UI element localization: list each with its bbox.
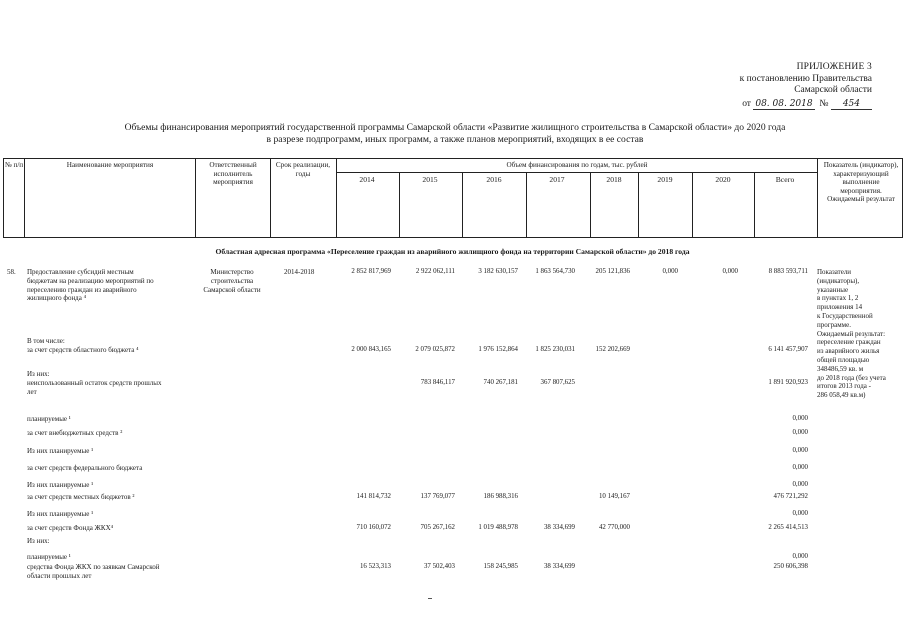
vline [336, 158, 337, 238]
row-label-line: неиспользованный остаток средств прошлых [27, 379, 162, 387]
vline [195, 158, 196, 238]
value-cell: 42 770,000 [598, 524, 630, 531]
indicator-line: к Государственной [817, 311, 873, 320]
row-label [27, 563, 160, 581]
value-cell: 250 606,398 [773, 563, 808, 570]
row-label [27, 493, 134, 502]
row-label [27, 370, 50, 379]
header-volume: Объем финансирования по годам, тыс. рублей [506, 161, 648, 169]
row-label [27, 464, 142, 473]
value-cell: 38 334,699 [543, 563, 575, 570]
row-label-line: за счет средств областного бюджета ⁴ [27, 346, 139, 354]
title-line2: в разрезе подпрограмм, иных программ, а также планов мероприятий, входящих в ее состав [266, 134, 644, 145]
row-label-line: Из них: [27, 537, 50, 545]
value-cell: 2 079 025,872 [415, 346, 455, 353]
value-cell: 1 019 488,978 [478, 524, 518, 531]
indicator-line: программе. [817, 320, 851, 329]
value-cell: 0,000 [792, 553, 808, 560]
value-cell: 1 825 230,031 [535, 346, 575, 353]
indicator-line: 286 058,49 кв.м) [817, 391, 866, 400]
value-cell: 0,000 [662, 268, 678, 275]
row-label-line: лет [27, 387, 37, 396]
indicator-line: приложения 14 [817, 303, 863, 312]
row-label-line: за счет средств федерального бюджета [27, 464, 143, 472]
value-cell: 205 121,836 [595, 268, 630, 275]
header-name: Наименование мероприятия [66, 161, 154, 169]
row-number: 58. [7, 268, 16, 276]
value-cell: 0,000 [792, 464, 808, 471]
indicator-line: итогов 2013 года - [817, 382, 871, 391]
value-cell: 10 149,167 [598, 493, 630, 500]
value-cell: 0,000 [722, 268, 738, 275]
value-cell: 152 202,669 [595, 346, 630, 353]
row-label [27, 553, 71, 562]
value-cell: 710 160,072 [356, 524, 391, 531]
value-cell: 186 988,316 [483, 493, 518, 500]
indicator-line: переселение граждан [817, 338, 881, 347]
row-label-line: Из них планируемые ¹ [27, 447, 94, 455]
row-name [27, 268, 154, 303]
scan-mark [428, 598, 432, 599]
row-label-line: планируемые ¹ [27, 415, 71, 423]
value-cell: 1 891 920,923 [768, 379, 808, 386]
appendix-block [740, 62, 872, 110]
row-label [27, 346, 139, 355]
header-executor: Ответственный исполнитель мероприятия [209, 161, 257, 187]
year-2014: 2014 [359, 175, 375, 184]
value-cell: 783 846,117 [420, 379, 455, 386]
row-executor [199, 268, 265, 294]
row-label [27, 429, 122, 438]
row-name-line: бюджетам на реализацию мероприятий по [27, 276, 154, 285]
value-cell: 2 000 843,165 [351, 346, 391, 353]
row-label [27, 481, 93, 490]
indicator-line: 348486,59 кв. м [817, 364, 864, 373]
value-cell: 16 523,313 [359, 563, 391, 570]
row-label [27, 447, 93, 456]
value-cell: 38 334,699 [543, 524, 575, 531]
year-2018: 2018 [606, 175, 622, 184]
vline [270, 158, 271, 238]
row-label-line: Из них планируемые ¹ [27, 481, 94, 489]
value-cell: 6 141 457,907 [768, 346, 808, 353]
row-label [27, 379, 162, 397]
row-term: 2014-2018 [284, 268, 315, 276]
value-cell: 1 976 152,864 [478, 346, 518, 353]
indicator-line: из аварийного жилья [817, 347, 880, 356]
row-label-line: Из них: [27, 370, 50, 378]
header-top-line [3, 158, 903, 159]
value-cell: 0,000 [792, 481, 808, 488]
vline [462, 172, 463, 238]
value-cell: 37 502,403 [423, 563, 455, 570]
executor-line: Министерство [210, 268, 254, 276]
row-label [27, 537, 50, 546]
row-label-line: за счет средств местных бюджетов ² [27, 493, 135, 501]
value-cell: 141 814,732 [356, 493, 391, 500]
appendix-line3: Самарской области [794, 85, 872, 95]
executor-line: Самарской области [203, 285, 261, 294]
value-cell: 705 267,162 [420, 524, 455, 531]
indicator-line: Ожидаемый результат: [817, 329, 886, 338]
row-label [27, 524, 113, 533]
indicator-line: до 2018 года (без учета [817, 373, 886, 382]
row-label-line: за счет средств Фонда ЖКХ⁴ [27, 524, 114, 532]
row-label-line: В том числе: [27, 337, 65, 345]
row-label-line: средства Фонда ЖКХ по заявкам Самарской [27, 563, 160, 571]
value-cell: 137 769,077 [420, 493, 455, 500]
row-label-line: Из них планируемые ¹ [27, 510, 94, 518]
header-indicator: Показатель (индикатор), характеризующий выполнение мероприятия. Ожидаемый результат [823, 161, 899, 204]
value-cell: 740 267,181 [483, 379, 518, 386]
vline [817, 158, 818, 238]
row-label [27, 510, 93, 519]
year-2020: 2020 [715, 175, 731, 184]
indicator-line: в пунктах 1, 2 [817, 294, 859, 303]
row-label [27, 337, 65, 346]
value-cell: 0,000 [792, 429, 808, 436]
year-2016: 2016 [486, 175, 502, 184]
row-label [27, 415, 71, 424]
appendix-signature-line [740, 99, 872, 111]
value-cell: 8 883 593,711 [768, 268, 808, 275]
year-2015: 2015 [422, 175, 438, 184]
value-cell: 0,000 [792, 447, 808, 454]
value-cell: 158 245,985 [483, 563, 518, 570]
vline [3, 158, 4, 238]
appendix-title: ПРИЛОЖЕНИЕ 3 [796, 62, 872, 72]
row-label-line: области прошлых лет [27, 571, 92, 580]
row-name-line: жилищного фонда ⁴ [27, 294, 87, 303]
value-cell: 2 265 414,513 [768, 524, 808, 531]
vline [24, 158, 25, 238]
value-cell: 476 721,292 [773, 493, 808, 500]
row-name-line: переселению граждан из аварийного [27, 285, 137, 294]
document-title [40, 122, 870, 146]
header-num: № п/п [4, 161, 24, 169]
value-cell: 0,000 [792, 510, 808, 517]
value-cell: 2 852 817,969 [351, 268, 391, 275]
indicator-line: общей площадью [817, 355, 870, 364]
value-cell: 3 182 630,157 [478, 268, 518, 275]
value-cell: 367 807,625 [540, 379, 575, 386]
year-2017: 2017 [549, 175, 565, 184]
number-label: № [819, 98, 829, 109]
row-label-line: за счет внебюджетных средств ² [27, 429, 123, 437]
appendix-line2: к постановлению Правительства [739, 73, 872, 84]
value-cell: 0,000 [792, 415, 808, 422]
handwritten-number: 454 [831, 99, 872, 110]
row-name-line: Предоставление субсидий местным [27, 268, 134, 276]
header-term: Срок реализации, годы [275, 161, 331, 178]
header-years-line [336, 172, 817, 173]
value-cell: 1 863 564,730 [535, 268, 575, 275]
vline [902, 158, 903, 238]
row-label-line: планируемые ¹ [27, 553, 71, 561]
year-2019: 2019 [657, 175, 673, 184]
indicator-line: (индикаторы), [817, 276, 860, 285]
header-bottom-line [3, 237, 903, 238]
indicator-line: указанные [817, 285, 849, 294]
executor-line: строительства [210, 276, 254, 285]
handwritten-date: 08. 08. 2018 [755, 98, 813, 109]
section-title: Областная адресная программа «Переселение граждан из аварийного жилищного фонда на территории Самарской области» до 2018 года [215, 247, 690, 256]
value-cell: 2 922 062,111 [415, 268, 455, 275]
table-header [3, 158, 903, 238]
year-total: Всего [775, 175, 795, 184]
indicator-line: Показатели [817, 268, 852, 276]
title-line1: Объемы финансирования мероприятий государственной программы Самарской области «Развитие жилищного строительства в Самарской области» до 2020 года [124, 122, 786, 133]
indicator-text [817, 268, 903, 400]
from-label: от [742, 98, 751, 109]
